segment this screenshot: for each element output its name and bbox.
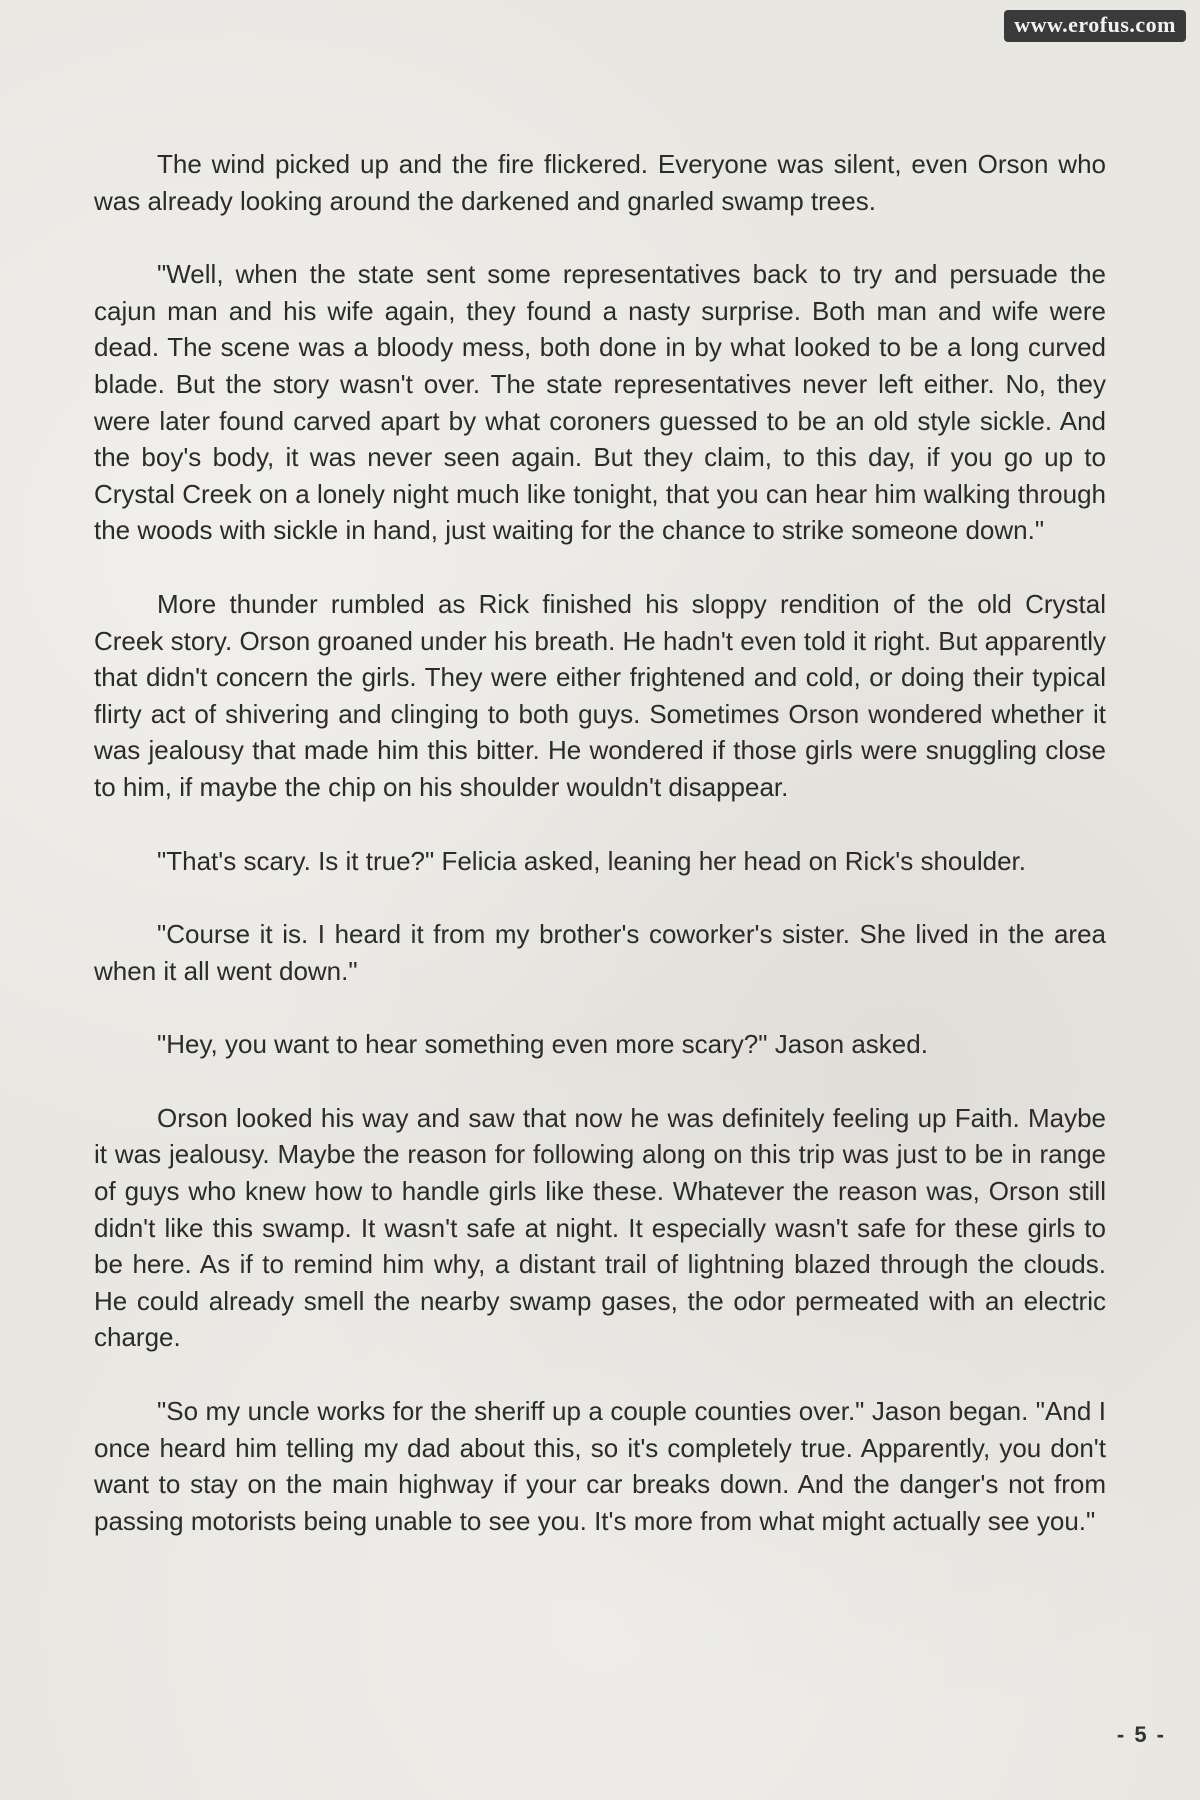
paragraph: "Well, when the state sent some representatives back to try and persuade the cajun man and his wife again, they found a nasty surprise. Both man and wife were dead. The scene was a bloody mess, both done in by what looked to be a long curved blade. But the story wasn't over. The state representatives never left either. No, they were later found carved apart by what coroners guessed to be an old style sickle. And the boy's body, it was never seen again. But they claim, to this day, if you go up to Crystal Creek on a lonely night much like tonight, that you can hear him walking through the woods with sickle in hand, just waiting for the chance to strike someone down." — [94, 259, 1106, 546]
paragraph: More thunder rumbled as Rick finished his sloppy rendition of the old Crystal Creek story. Orson groaned under his breath. He hadn't even told it right. But apparently that didn't concern the girls. They were either frightened and cold, or doing their typical flirty act of shivering and clinging to both guys. Sometimes Orson wondered whether it was jealousy that made him this bitter. He wondered if those girls were snuggling close to him, if maybe the chip on his shoulder wouldn't disappear. — [94, 588, 1106, 802]
paragraph: "Hey, you want to hear something even more scary?" Jason asked. — [157, 1029, 928, 1060]
paragraph: "Course it is. I heard it from my brother's coworker's sister. She lived in the area when it all went down." — [94, 919, 1106, 986]
paragraph: "So my uncle works for the sheriff up a couple counties over." Jason began. "And I once heard him telling my dad about this, so it's completely true. Apparently, you don't want to stay on the main highway if your car breaks down. And the danger's not from passing motorists being unable to see you. It's more from what might actually see you." — [94, 1396, 1106, 1536]
paragraph: "That's scary. Is it true?" Felicia asked, leaning her head on Rick's shoulder. — [157, 845, 1026, 876]
paragraph: Orson looked his way and saw that now he was definitely feeling up Faith. Maybe it was jealousy. Maybe the reason for following along on this trip was just to be in range of guys who knew how to handle girls like these. Whatever the reason was, Orson still didn't like this swamp. It wasn't safe at night. It especially wasn't safe for these girls to be here. As if to remind him why, a distant trail of lightning blazed through the clouds. He could already smell the nearby swamp gases, the odor permeated with an electric charge. — [94, 1102, 1106, 1353]
watermark-badge: www.erofus.com — [1004, 10, 1186, 42]
paragraph: The wind picked up and the fire flickered. Everyone was silent, even Orson who was already looking around the darkened and gnarled swamp trees. — [94, 149, 1106, 216]
page-number: - 5 - — [1116, 1722, 1166, 1747]
story-text — [94, 146, 1106, 1576]
